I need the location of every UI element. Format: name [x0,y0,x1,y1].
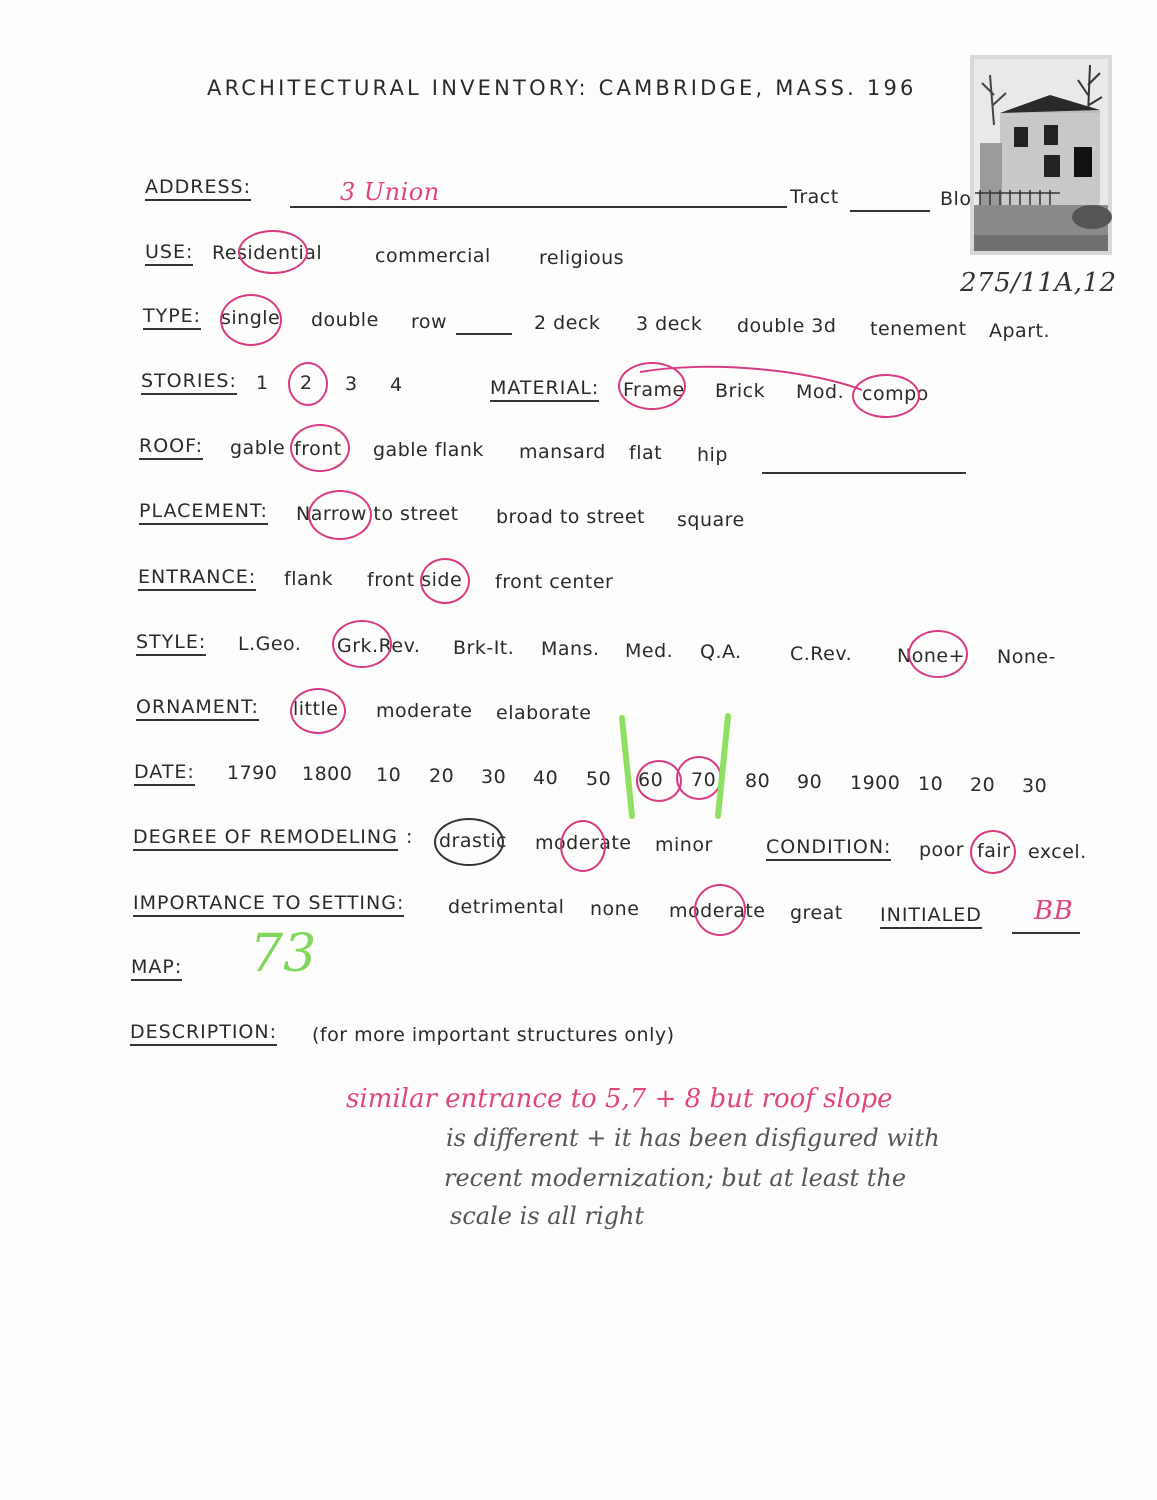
type-single: single [221,307,281,329]
roof-front: front [294,438,342,460]
ornament-label: ORNAMENT: [136,696,259,721]
date-60: 60 [638,769,664,791]
building-photo [970,55,1112,255]
material-label: MATERIAL: [490,377,599,402]
address-label: ADDRESS: [145,176,251,201]
ornament-moderate: moderate [376,700,473,722]
style-lgeo: L.Geo. [238,633,302,655]
roof-label: ROOF: [139,435,203,460]
style-brkit: Brk-It. [453,637,515,659]
use-label: USE: [145,241,193,266]
style-mans: Mans. [541,638,600,660]
condition-poor: poor [919,839,965,861]
description-label: DESCRIPTION: [130,1021,277,1046]
material-frame: Frame [623,379,685,401]
use-religious: religious [539,247,625,269]
map-value: 73 [250,924,317,984]
map-label: MAP: [131,956,182,981]
remodeling-moderate-circle [560,820,606,872]
ornament-circle [290,688,346,734]
style-crev: C.Rev. [790,643,853,665]
date-1910: 10 [918,773,944,795]
placement-square: square [677,509,745,531]
date-1790: 1790 [227,762,278,784]
date-1900: 1900 [850,772,901,794]
form-title: ARCHITECTURAL INVENTORY: CAMBRIDGE, MASS. 196 [207,76,917,100]
description-note: (for more important structures only) [312,1024,675,1046]
material-compo: compo [862,383,929,405]
type-row: row [411,311,448,333]
date-70: 70 [691,769,717,791]
use-circle [238,230,308,274]
address-line [290,206,787,208]
stories-2: 2 [300,372,313,394]
type-double: double [311,309,379,331]
roof-flat: flat [629,442,663,464]
date-1920: 20 [970,774,996,796]
date-80: 80 [745,770,771,792]
ornament-elaborate: elaborate [496,702,592,724]
description-line-3: recent modernization; but at least the [444,1164,907,1192]
stories-1: 1 [256,372,269,394]
importance-label: IMPORTANCE TO SETTING: [133,892,404,917]
description-line-1: similar entrance to 5,7 + 8 but roof slope [346,1084,893,1114]
use-residential: Residential [212,242,323,264]
date-90: 90 [797,771,823,793]
type-2deck: 2 deck [534,312,601,334]
placement-circle [308,490,372,540]
stories-4: 4 [390,374,403,396]
type-double3d: double 3d [737,315,837,337]
style-label: STYLE: [136,631,206,656]
type-row-line [456,333,512,335]
material-connector-stroke [630,360,870,400]
remodeling-label: DEGREE OF REMODELING [133,826,398,851]
date-1930: 30 [1022,775,1048,797]
roof-gable-flank: gable flank [373,439,484,461]
catalog-number: 275/11A,12 [960,268,1117,298]
style-med: Med. [625,640,674,662]
date-label: DATE: [134,761,195,786]
type-circle [220,294,282,346]
address-value: 3 Union [340,178,440,206]
condition-excel: excel. [1028,841,1087,863]
type-apart: Apart. [989,320,1051,342]
tract-line [850,210,930,212]
entrance-front-side: front side [367,569,463,591]
roof-mansard: mansard [519,441,606,463]
style-none-plus: None+ [897,645,965,667]
type-tenement: tenement [870,318,967,340]
block-label: Blo [940,188,972,210]
condition-fair: fair [977,840,1011,862]
importance-detrimental: detrimental [448,896,565,918]
style-grkrev-circle [332,620,392,668]
entrance-front-center: front center [495,571,614,593]
entrance-flank: flank [284,568,334,590]
style-qa: Q.A. [700,641,742,663]
date-1800: 1800 [302,763,353,785]
importance-none: none [590,898,640,920]
stories-label: STORIES: [141,370,237,395]
importance-moderate: moderate [669,900,766,922]
date-20: 20 [429,765,455,787]
date-40: 40 [533,767,559,789]
stories-3: 3 [345,373,358,395]
date-range-brackets [610,712,740,822]
description-line-4: scale is all right [450,1202,645,1230]
placement-narrow: Narrow to street [296,503,459,525]
entrance-label: ENTRANCE: [138,566,256,591]
remodeling-drastic: drastic [439,830,508,852]
ornament-little: little [293,698,339,720]
condition-circle [970,830,1016,874]
importance-great: great [790,902,843,924]
roof-circle [290,424,350,472]
importance-circle [694,884,746,936]
remodeling-colon: : [406,826,413,848]
placement-label: PLACEMENT: [139,500,268,525]
style-none-minus: None- [997,646,1056,668]
remodeling-drastic-circle [434,818,504,866]
material-mod: Mod. [796,381,845,403]
use-commercial: commercial [375,245,491,267]
roof-other-line [762,472,966,474]
entrance-circle [420,558,470,604]
initialed-value: BB [1034,896,1074,926]
tract-label: Tract [790,186,839,208]
placement-broad: broad to street [496,506,646,528]
remodeling-minor: minor [655,834,713,856]
roof-hip: hip [697,444,728,466]
initialed-line [1012,932,1080,934]
material-brick: Brick [715,380,766,402]
remodeling-moderate: moderate [535,832,632,854]
type-label: TYPE: [143,305,201,330]
date-10: 10 [376,764,402,786]
date-30: 30 [481,766,507,788]
date-50: 50 [586,768,612,790]
style-none-circle [908,630,968,678]
roof-gable: gable [230,437,286,459]
initialed-label: INITIALED [880,904,982,929]
condition-label: CONDITION: [766,836,891,861]
stories-circle [288,362,328,406]
description-line-2: is different + it has been disfigured with [446,1124,940,1152]
type-3deck: 3 deck [636,313,703,335]
style-grkrev: Grk.Rev. [337,635,421,657]
